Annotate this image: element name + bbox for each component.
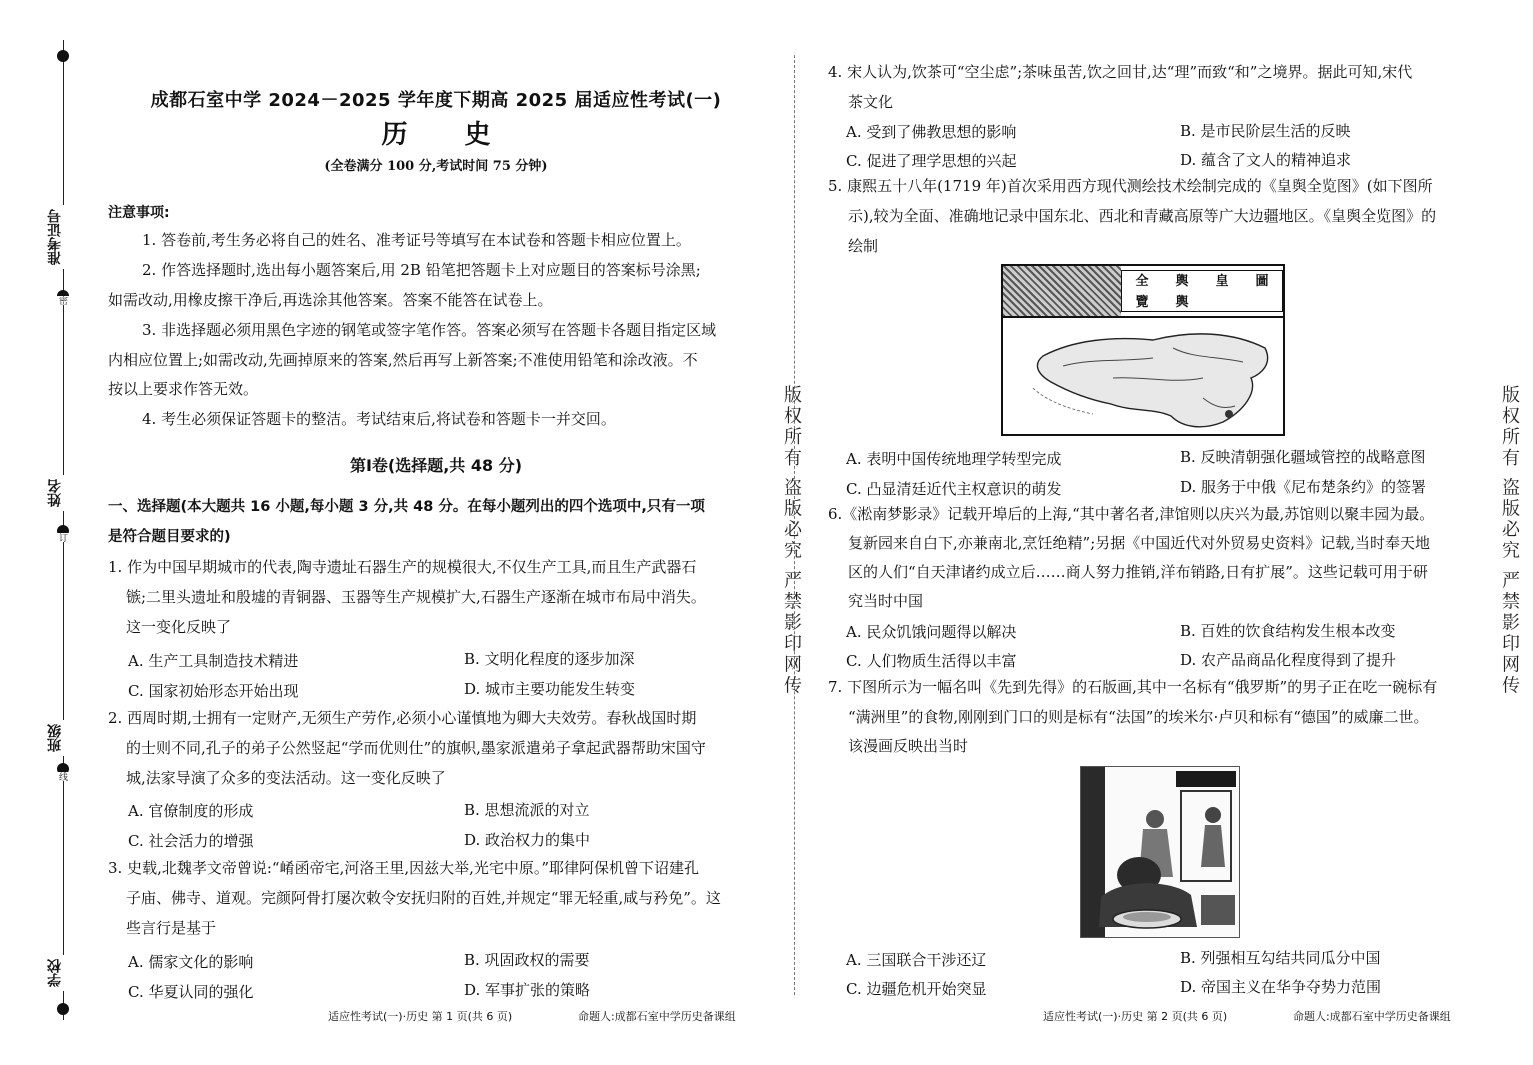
map-header-band (1003, 266, 1283, 318)
question-4-option-c[interactable]: C. 促进了理学思想的兴起 (846, 152, 1017, 170)
question-7-option-b[interactable]: B. 列强相互勾结共同瓜分中国 (1180, 949, 1381, 967)
score-note: (全卷满分 100 分,考试时间 75 分钟) (324, 159, 548, 174)
map-title-char: 輿 (1175, 295, 1189, 310)
watermark: 版权所有 盗版必究 严禁影印网传 (1499, 385, 1520, 697)
binding-label-exam-id: 准考证号 (45, 205, 65, 269)
map-drawing (1003, 318, 1283, 436)
question-5-stem: 绘制 (848, 237, 879, 255)
question-2-option-d[interactable]: D. 政治权力的集中 (464, 831, 591, 849)
subject-title: 历 史 (381, 120, 515, 150)
map-decoration (1003, 266, 1121, 316)
binding-label-name: 姓名 (45, 475, 65, 511)
notice-line: 3. 非选择题必须用黑色字迹的钢笔或签字笔作答。答案必须写在答题卡各题目指定区域 (142, 321, 717, 339)
question-5-option-c[interactable]: C. 凸显清廷近代主权意识的萌发 (846, 480, 1062, 498)
notice-line: 2. 作答选择题时,选出每小题答案后,用 2B 铅笔把答题卡上对应题目的答案标号涂黑; (142, 261, 701, 279)
kangxi-map-figure (1001, 264, 1285, 436)
map-title-char: 輿 (1175, 274, 1189, 289)
question-3-option-b[interactable]: B. 巩固政权的需要 (464, 951, 590, 969)
binding-hole (57, 1003, 69, 1015)
page-2 (828, 0, 1494, 1065)
question-1-stem: 这一变化反映了 (126, 618, 232, 636)
question-3-option-c[interactable]: C. 华夏认同的强化 (128, 983, 254, 1001)
question-1-option-b[interactable]: B. 文明化程度的逐步加深 (464, 650, 635, 668)
question-6-stem: 区的人们“自天津诸约成立后……商人努力推销,洋布销路,日有扩展”。这些记载可用于研 (848, 563, 1428, 581)
question-5-option-d[interactable]: D. 服务于中俄《尼布楚条约》的签署 (1180, 478, 1427, 496)
question-3-stem: 些言行是基于 (126, 919, 217, 937)
question-1-option-d[interactable]: D. 城市主要功能发生转变 (464, 680, 636, 698)
question-4-stem: 4. 宋人认为,饮茶可“空尘虑”;茶味虽苦,饮之回甘,达“理”而致“和”之境界。据此可知,宋代 (828, 63, 1413, 81)
notice-line: 如需改动,用橡皮擦干净后,再选涂其他答案。答案不能答在试卷上。 (108, 291, 553, 309)
watermark: 版权所有 盗版必究 严禁影印网传 (781, 385, 802, 697)
question-4-option-b[interactable]: B. 是市民阶层生活的反映 (1180, 122, 1351, 140)
question-6-option-c[interactable]: C. 人们物质生活得以丰富 (846, 652, 1017, 670)
question-1-option-a[interactable]: A. 生产工具制造技术精进 (128, 652, 299, 670)
question-4-option-a[interactable]: A. 受到了佛教思想的影响 (846, 123, 1017, 141)
map-title-char: 圖 (1255, 274, 1269, 289)
question-2-option-b[interactable]: B. 思想流派的对立 (464, 801, 590, 819)
question-2-stem: 的士则不同,孔子的弟子公然竖起“学而优则仕”的旗帜,墨家派遣弟子拿起武器帮助宋国守 (126, 739, 706, 757)
question-7-option-d[interactable]: D. 帝国主义在华争夺势力范围 (1180, 978, 1382, 996)
question-2-stem: 2. 西周时期,士拥有一定财产,无须生产劳作,必须小心谨慎地为卿大夫效劳。春秋战国时期 (108, 709, 697, 727)
question-1-stem: 1. 作为中国早期城市的代表,陶寺遗址石器生产的规模很大,不仅生产工具,而且生产武器石 (108, 558, 697, 576)
section-instructions: 一、选择题(本大题共 16 小题,每小题 3 分,共 48 分。在每小题列出的四个选项中,只有一项 (108, 499, 705, 515)
page-1 (108, 0, 764, 1065)
question-4-stem: 茶文化 (848, 93, 894, 111)
notice-heading: 注意事项: (108, 205, 170, 221)
question-2-option-a[interactable]: A. 官僚制度的形成 (128, 802, 254, 820)
question-1-stem: 镞;二里头遗址和殷墟的青铜器、玉器等生产规模扩大,石器生产逐渐在城市布局中消失。 (126, 588, 706, 606)
question-2-stem: 城,法家导演了众多的变法活动。这一变化反映了 (126, 769, 446, 787)
binding-mark-line: 线 (57, 772, 67, 781)
section-title: 第Ⅰ卷(选择题,共 48 分) (349, 456, 523, 475)
notice-line: 1. 答卷前,考生务必将自己的姓名、准考证号等填写在本试卷和答题卡相应位置上。 (142, 231, 691, 249)
binding-mark-bind: 订 (57, 533, 67, 542)
question-3-stem: 3. 史载,北魏孝文帝曾说:“崤函帝宅,河洛王里,因兹大举,光宅中原。”耶律阿保机曾下诏建孔 (108, 859, 700, 877)
question-3-stem: 子庙、佛寺、道观。完颜阿骨打屡次敕令安抚归附的百姓,并规定“罪无轻重,咸与矜免”。这 (126, 889, 721, 907)
question-5-option-a[interactable]: A. 表明中国传统地理学转型完成 (846, 450, 1062, 468)
question-6-stem: 复新园来自白下,亦兼南北,烹饪绝精”;另据《中国近代对外贸易史资料》记载,当时奉天地 (848, 534, 1431, 552)
notice-line: 内相应位置上;如需改动,先画掉原来的答案,然后再写上新答案;不准使用铅笔和涂改液。不 (108, 351, 698, 369)
map-title-char: 覽 (1135, 295, 1149, 310)
question-2-option-c[interactable]: C. 社会活力的增强 (128, 832, 254, 850)
notice-line: 按以上要求作答无效。 (108, 380, 259, 398)
binding-label-school: 学校 (45, 955, 65, 991)
footer-author: 命题人:成都石室中学历史备课组 (1293, 1010, 1451, 1023)
question-4-option-d[interactable]: D. 蕴含了文人的精神追求 (1180, 151, 1352, 169)
question-7-stem: 该漫画反映出当时 (848, 737, 969, 755)
question-3-option-a[interactable]: A. 儒家文化的影响 (128, 953, 254, 971)
first-come-cartoon-figure (1080, 766, 1240, 938)
question-7-option-c[interactable]: C. 边疆危机开始突显 (846, 980, 987, 998)
footer-author: 命题人:成都石室中学历史备课组 (578, 1010, 736, 1023)
section-instructions: 是符合题目要求的) (108, 529, 231, 545)
map-title-char: 全 (1135, 274, 1149, 289)
binding-hole (57, 50, 69, 62)
question-5-option-b[interactable]: B. 反映清朝强化疆域管控的战略意图 (1180, 448, 1426, 466)
footer-page-2: 适应性考试(一)·历史 第 2 页(共 6 页) (1043, 1010, 1228, 1023)
binding-strip (0, 0, 92, 1065)
map-title-cartouche (1121, 270, 1283, 312)
question-6-option-b[interactable]: B. 百姓的饮食结构发生根本改变 (1180, 622, 1396, 640)
question-3-option-d[interactable]: D. 军事扩张的策略 (464, 981, 591, 999)
exam-title: 成都石室中学 2024－2025 学年度下期高 2025 届适应性考试(一) (150, 90, 722, 111)
question-5-stem: 5. 康熙五十八年(1719 年)首次采用西方现代测绘技术绘制完成的《皇舆全览图》(如下图所 (828, 177, 1433, 195)
notice-line: 4. 考生必须保证答题卡的整洁。考试结束后,将试卷和答题卡一并交回。 (142, 410, 616, 428)
question-1-option-c[interactable]: C. 国家初始形态开始出现 (128, 682, 299, 700)
map-title-char: 皇 (1215, 274, 1229, 289)
question-5-stem: 示),较为全面、准确地记录中国东北、西北和青藏高原等广大边疆地区。《皇舆全览图》的 (848, 207, 1437, 225)
question-6-option-a[interactable]: A. 民众饥饿问题得以解决 (846, 623, 1017, 641)
question-6-stem: 究当时中国 (848, 592, 924, 610)
question-6-stem: 6.《淞南梦影录》记载开埠后的上海,“其中著名者,津馆则以庆兴为最,苏馆则以聚丰园为最。 (828, 505, 1435, 523)
binding-label-class: 班级 (45, 720, 65, 756)
question-6-option-d[interactable]: D. 农产品商品化程度得到了提升 (1180, 651, 1397, 669)
cartoon-drawing (1081, 767, 1240, 938)
footer-page-1: 适应性考试(一)·历史 第 1 页(共 6 页) (328, 1010, 513, 1023)
question-7-option-a[interactable]: A. 三国联合干涉还辽 (846, 951, 987, 969)
binding-mark-seal: 密 (57, 296, 67, 305)
question-7-stem: 7. 下图所示为一幅名叫《先到先得》的石版画,其中一名标有“俄罗斯”的男子正在吃一碗标有 (828, 678, 1438, 696)
question-7-stem: “满洲里”的食物,刚刚到门口的则是标有“法国”的埃米尔·卢贝和标有“德国”的威廉二世。 (848, 708, 1429, 726)
